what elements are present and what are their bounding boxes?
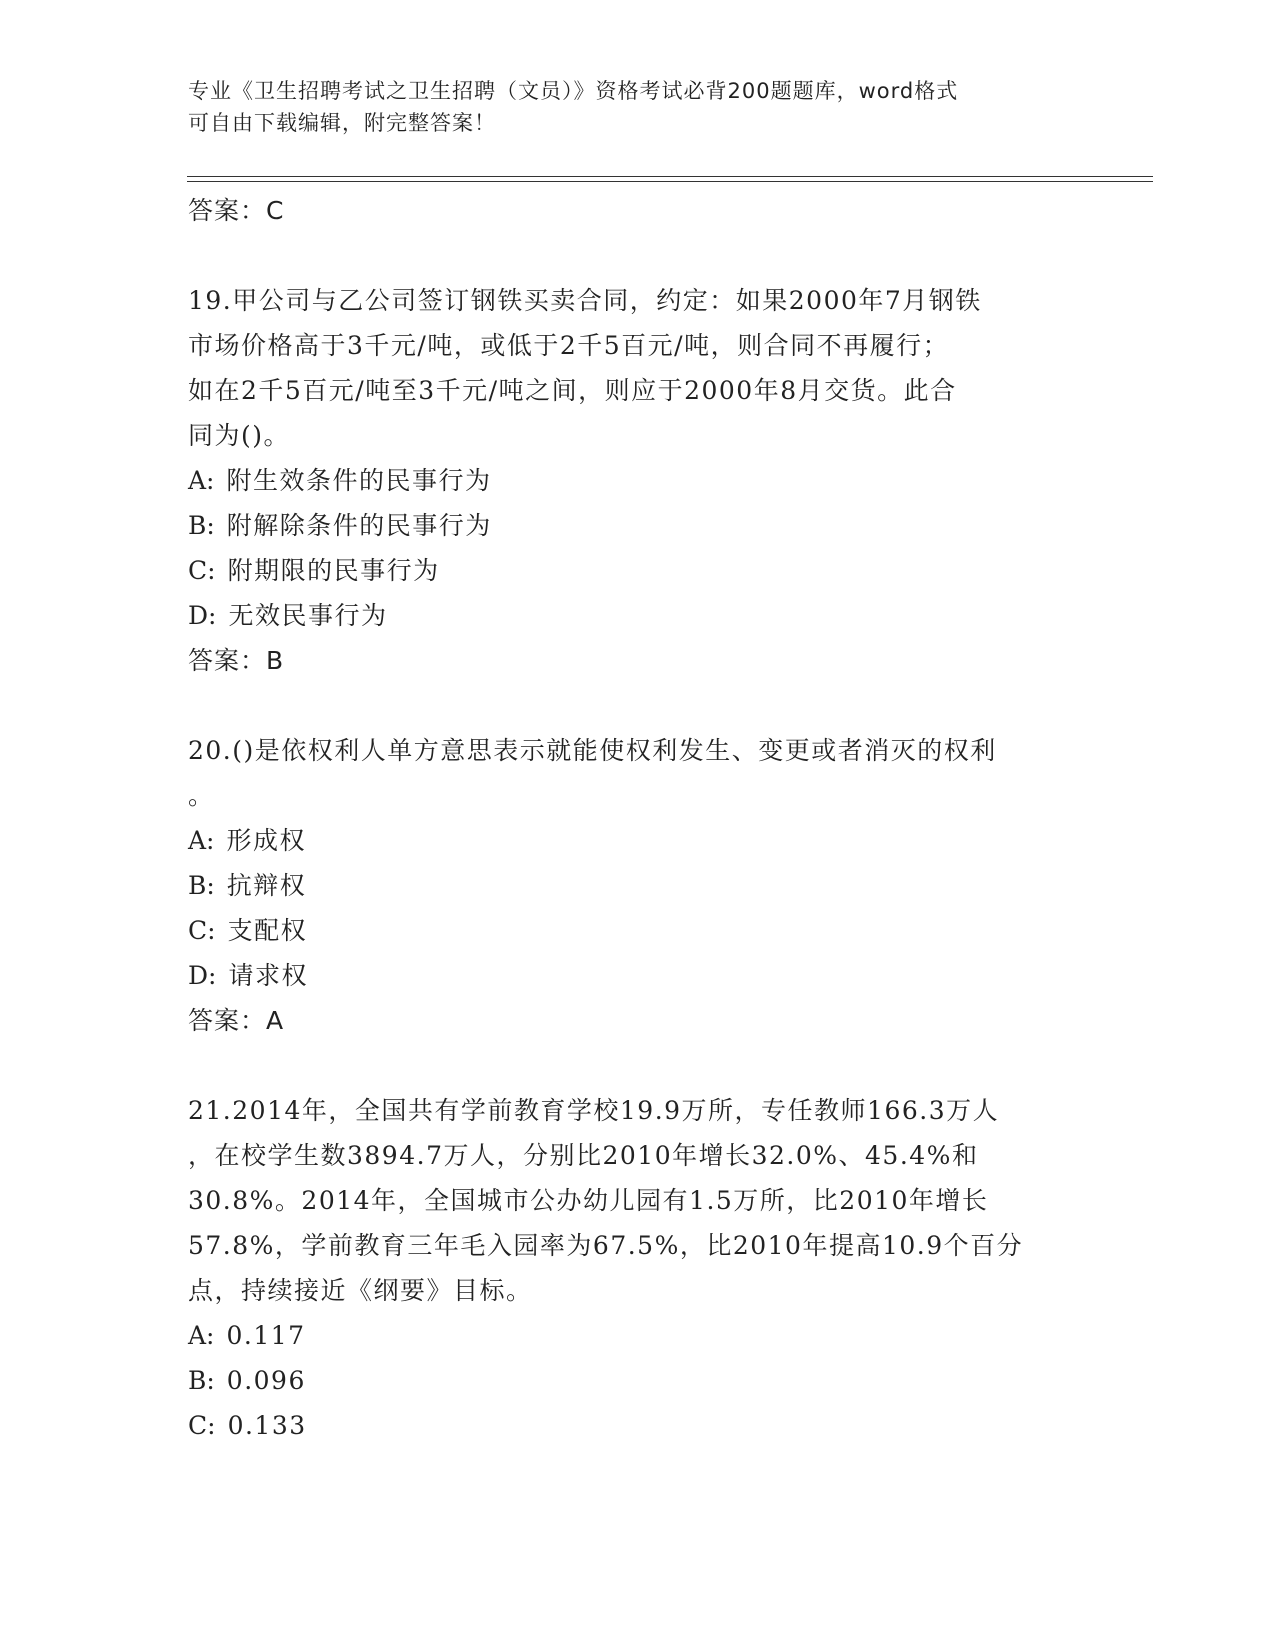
option-letter: C: <box>188 1411 216 1440</box>
option-text: 附期限的民事行为 <box>227 556 440 585</box>
question-20-line: 。 <box>188 781 215 810</box>
option-text: 无效民事行为 <box>228 601 388 630</box>
header-rule-top <box>187 176 1153 177</box>
question-19-option-b <box>188 509 492 543</box>
header-rule-bottom <box>187 181 1153 182</box>
option-text: 支配权 <box>227 916 308 945</box>
option-text: 0.096 <box>226 1366 306 1395</box>
question-21-option-c <box>188 1409 307 1443</box>
option-text: 0.117 <box>226 1321 306 1350</box>
question-21-line: 点，持续接近《纲要》目标。 <box>188 1276 533 1305</box>
option-letter: D: <box>188 961 217 990</box>
option-text: 形成权 <box>226 826 306 855</box>
previous-answer: 答案：C <box>188 196 285 225</box>
option-letter: D: <box>188 601 217 630</box>
option-letter: A: <box>188 466 215 495</box>
option-letter: B: <box>188 511 215 540</box>
option-text: 附生效条件的民事行为 <box>226 466 492 495</box>
document-header-line-1: 专业《卫生招聘考试之卫生招聘（文员）》资格考试必背200题题库，word格式 <box>188 79 959 103</box>
question-19-line: 如在2千5百元/吨至3千元/吨之间，则应于2000年8月交货。此合 <box>188 376 957 405</box>
question-19-option-a <box>188 464 492 498</box>
option-text: 附解除条件的民事行为 <box>226 511 492 540</box>
option-letter: A: <box>188 1321 215 1350</box>
option-text: 0.133 <box>227 1411 307 1440</box>
option-letter: B: <box>188 871 215 900</box>
question-21-line: 30.8%。2014年，全国城市公办幼儿园有1.5万所，比2010年增长 <box>188 1186 989 1215</box>
option-letter: C: <box>188 556 216 585</box>
question-20-option-b <box>188 869 306 903</box>
question-20-line: 20.()是依权利人单方意思表示就能使权利发生、变更或者消灭的权利 <box>188 736 997 765</box>
question-20-answer: 答案：A <box>188 1006 285 1035</box>
question-21-line: 57.8%，学前教育三年毛入园率为67.5%，比2010年提高10.9个百分 <box>188 1231 1024 1260</box>
option-text: 抗辩权 <box>226 871 307 900</box>
question-21-option-b <box>188 1364 306 1398</box>
question-19-option-c <box>188 554 440 588</box>
question-21-line: ，在校学生数3894.7万人，分别比2010年增长32.0%、45.4%和 <box>188 1141 979 1170</box>
question-20-option-c <box>188 914 307 948</box>
question-19-line: 市场价格高于3千元/吨，或低于2千5百元/吨，则合同不再履行； <box>188 331 950 360</box>
question-21-option-a <box>188 1319 306 1353</box>
question-19-line: 同为()。 <box>188 421 291 450</box>
question-20-option-a <box>188 824 306 858</box>
question-19-line: 19.甲公司与乙公司签订钢铁买卖合同，约定：如果2000年7月钢铁 <box>188 286 982 315</box>
option-letter: B: <box>188 1366 215 1395</box>
option-letter: C: <box>188 916 216 945</box>
question-19-option-d <box>188 599 387 633</box>
question-21-line: 21.2014年，全国共有学前教育学校19.9万所，专任教师166.3万人 <box>188 1096 1000 1125</box>
option-text: 请求权 <box>228 961 308 990</box>
document-header-line-2: 可自由下载编辑，附完整答案！ <box>188 111 496 135</box>
option-letter: A: <box>188 826 215 855</box>
question-20-option-d <box>188 959 308 993</box>
question-19-answer: 答案：B <box>188 646 285 675</box>
